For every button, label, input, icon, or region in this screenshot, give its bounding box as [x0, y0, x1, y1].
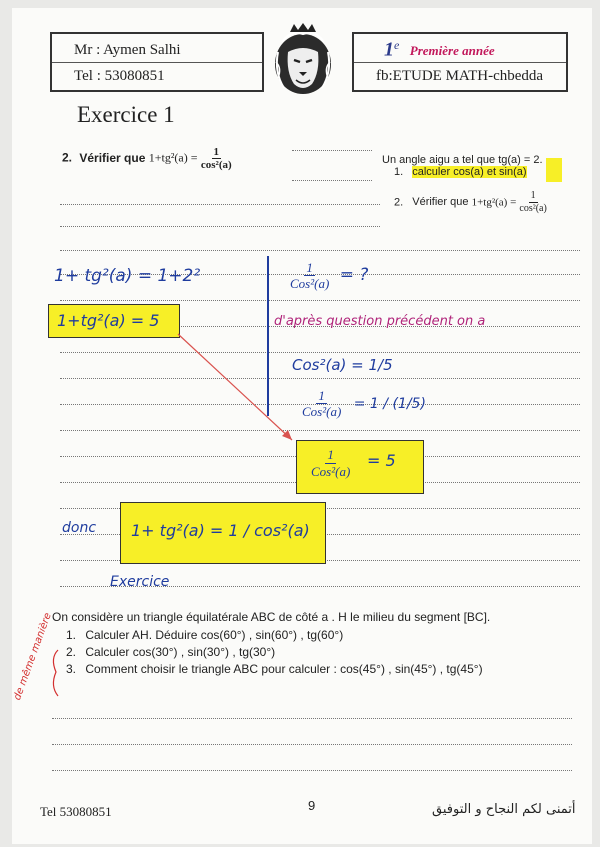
level-label: Première année	[409, 43, 495, 59]
hw-arrow	[172, 328, 302, 448]
hw-donc: donc	[62, 520, 97, 536]
worksheet-page	[12, 8, 592, 844]
footer-arabic: أتمنى لكم النجاح و التوفيق	[432, 802, 576, 817]
hw-r-row4: $\frac{1}{\text{Cos²(a)}}$ = 1 / (1/5)	[302, 388, 426, 419]
hw-box-2: 1 Cos²(a) = 5	[296, 440, 424, 494]
q2-frac-den: cos²(a)	[200, 159, 232, 171]
header-left-box	[50, 32, 264, 92]
q2-text: Vérifier que	[79, 150, 146, 165]
q2-lhs: 1+tg²(a) =	[148, 150, 198, 165]
facebook-handle: fb:ETUDE MATH-chbedda	[376, 68, 544, 84]
hw-margin-note: de même manière	[12, 611, 54, 702]
level-number: 1	[384, 38, 394, 61]
hw-line-1: 1+ tg²(a) = 1+2²	[54, 266, 201, 286]
q2-number: 2.	[62, 150, 73, 165]
hw-r-line2: d'après question précédent on a	[274, 314, 486, 329]
exercise-2	[52, 610, 490, 676]
ex2-item-3: 3. Comment choisir le triangle ABC pour calculer : cos(45°) , sin(45°) , tg(45°)	[66, 662, 483, 676]
hw-box-1: 1+tg²(a) = 5	[48, 304, 180, 338]
q2-frac-num: 1	[213, 146, 220, 158]
hw-exercice: Exercice	[110, 574, 170, 590]
ex2-item-1: 1. Calculer AH. Déduire cos(60°) , sin(60°) , tg(60°)	[66, 628, 344, 642]
hw-box-3: 1+ tg²(a) = 1 / cos²(a)	[120, 502, 326, 564]
page-number: 9	[308, 798, 316, 813]
question-2-left	[62, 146, 232, 171]
footer-tel: Tel 53080851	[40, 804, 112, 819]
q2-fraction	[201, 146, 232, 171]
header-right-box	[352, 32, 568, 92]
right-intro: Un angle aigu a tel que tg(a) = 2.	[382, 154, 543, 166]
level-title	[384, 38, 495, 61]
teacher-tel: Tel : 53080851	[74, 68, 165, 84]
exercise-title: Exercice 1	[77, 102, 175, 127]
right-highlight-strip	[546, 158, 562, 182]
level-sup: e	[394, 38, 400, 52]
hw-margin-bracket	[48, 648, 62, 698]
lion-logo	[270, 22, 336, 96]
right-item-2: 2. Vérifier que 1+tg²(a) = $\frac{1}{\text{cos²(a)}}$	[394, 190, 547, 214]
hw-r-line3: Cos²(a) = 1/5	[292, 356, 393, 374]
ex2-intro: On considère un triangle équilatérale ABC de côté a . H le milieu du segment [BC].	[52, 610, 491, 624]
teacher-name: Mr : Aymen Salhi	[74, 42, 181, 58]
hw-r-row1: $\frac{1}{\text{Cos²(a)}}$ = ?	[290, 260, 369, 291]
ex2-item-2: 2. Calculer cos(30°) , sin(30°) , tg(30°)	[66, 645, 276, 659]
right-item-1: 1. calculer cos(a) et sin(a)	[394, 166, 527, 178]
